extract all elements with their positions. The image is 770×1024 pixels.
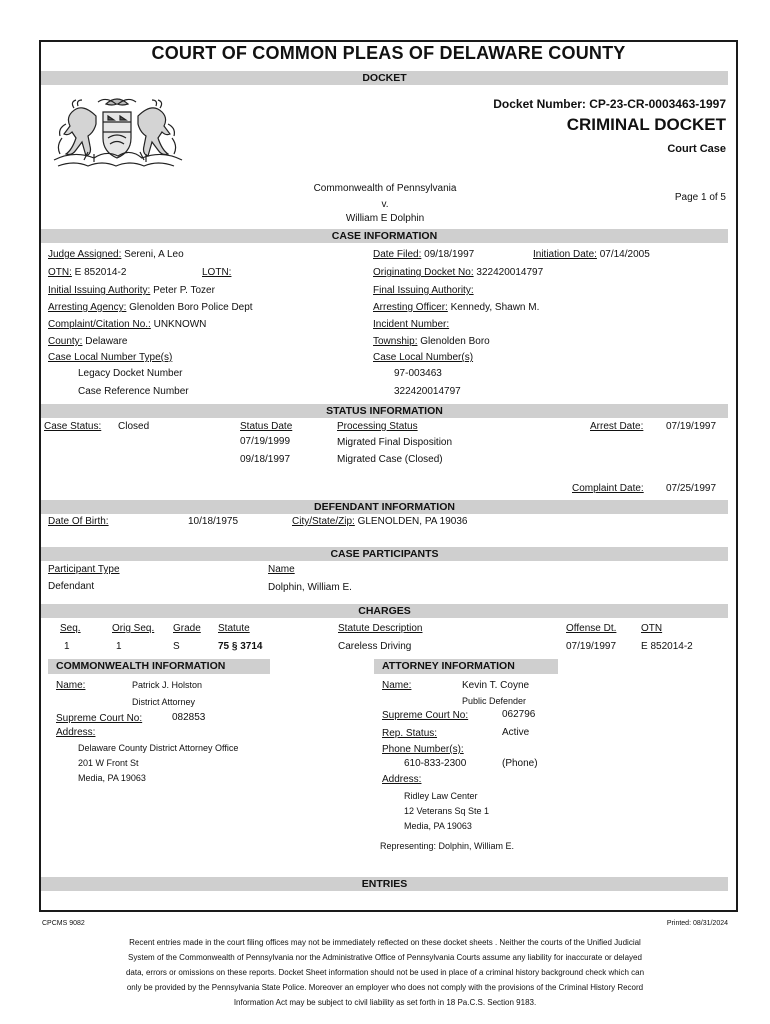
local-number-2: 322420014797 <box>394 386 461 397</box>
processing-status-1: Migrated Final Disposition <box>337 437 453 448</box>
participant-name-value: Dolphin, William E. <box>268 582 352 593</box>
cw-address-3: Media, PA 19063 <box>78 773 146 783</box>
entries-band: ENTRIES <box>41 877 728 891</box>
charge-header-orig-seq: Orig Seq. <box>112 623 155 634</box>
case-status-label: Case Status: <box>44 421 102 432</box>
case-information-band: CASE INFORMATION <box>41 229 728 243</box>
charge-header-grade: Grade <box>173 623 201 634</box>
participant-type-label: Participant Type <box>48 564 120 575</box>
cw-supreme-label: Supreme Court No: <box>56 713 143 724</box>
atty-title: Public Defender <box>462 696 527 706</box>
originating-docket-value: 322420014797 <box>476 267 544 278</box>
lotn-label: LOTN: <box>202 267 232 278</box>
arrest-date-value: 07/19/1997 <box>666 421 717 432</box>
caption-versus: v. <box>381 199 389 210</box>
atty-address-1: Ridley Law Center <box>404 791 478 801</box>
city-state-zip-value: GLENOLDEN, PA 19036 <box>357 516 468 527</box>
arresting-officer-label: Arresting Officer: <box>373 302 448 313</box>
city-state-zip-row <box>292 516 467 527</box>
charge-grade: S <box>173 641 180 652</box>
processing-status-2: Migrated Case (Closed) <box>337 454 443 465</box>
atty-phone-type: (Phone) <box>502 758 538 769</box>
city-state-zip-label: City/State/Zip: <box>292 516 355 527</box>
printed-date: Printed: 08/31/2024 <box>666 920 728 927</box>
atty-supreme-label: Supreme Court No: <box>382 710 469 721</box>
commonwealth-information-band: COMMONWEALTH INFORMATION <box>48 659 270 674</box>
charge-orig-seq: 1 <box>116 641 122 652</box>
atty-rep-status-label: Rep. Status: <box>382 728 438 739</box>
township-label: Township: <box>373 336 418 347</box>
page-info: Page 1 of 5 <box>674 192 726 203</box>
complaint-date-value: 07/25/1997 <box>666 483 717 494</box>
charge-header-otn: OTN <box>641 623 663 634</box>
arresting-agency-label: Arresting Agency: <box>48 302 127 313</box>
judge-row <box>48 249 184 260</box>
charge-description: Careless Driving <box>338 641 412 652</box>
case-participants-band: CASE PARTICIPANTS <box>41 547 728 561</box>
charge-statute: 75 § 3714 <box>218 641 263 652</box>
cw-address-label: Address: <box>56 727 96 738</box>
local-type-1: Legacy Docket Number <box>78 368 183 379</box>
judge-value: Sereni, A Leo <box>124 249 184 260</box>
arresting-officer-value: Kennedy, Shawn M. <box>450 302 540 313</box>
date-filed-value: 09/18/1997 <box>424 249 475 260</box>
cw-title: District Attorney <box>132 697 196 707</box>
complaint-label: Complaint/Citation No.: <box>48 319 151 330</box>
status-date-1: 07/19/1999 <box>240 436 291 447</box>
cw-name-value: Patrick J. Holston <box>132 680 203 690</box>
cw-address-1: Delaware County District Attorney Office <box>78 743 239 753</box>
local-numbers-label: Case Local Number(s) <box>373 352 474 363</box>
cw-address-2: 201 W Front St <box>78 758 139 768</box>
atty-name-label: Name: <box>382 680 412 691</box>
charge-offense-date: 07/19/1997 <box>566 641 617 652</box>
disclaimer <box>90 935 680 1010</box>
initial-authority-label: Initial Issuing Authority: <box>48 285 151 296</box>
complaint-value: UNKNOWN <box>153 319 207 330</box>
charge-header-seq: Seq. <box>60 623 81 634</box>
atty-supreme-value: 062796 <box>502 709 536 720</box>
charge-otn: E 852014-2 <box>641 641 693 652</box>
atty-phone-value: 610-833-2300 <box>404 758 467 769</box>
disclaimer-line: System of the Commonwealth of Pennsylvania nor the Administrative Office of Pennsylvania Courts assume any liability for inaccurate or delayed <box>128 953 642 962</box>
charge-seq: 1 <box>64 641 70 652</box>
docket-type: CRIMINAL DOCKET <box>566 115 726 134</box>
pennsylvania-seal-icon <box>48 94 186 174</box>
local-types-label: Case Local Number Type(s) <box>48 352 173 363</box>
charge-header-statute: Statute <box>218 623 250 634</box>
atty-name-value: Kevin T. Coyne <box>462 680 530 691</box>
arresting-agency-row <box>48 302 253 313</box>
defendant-information-band: DEFENDANT INFORMATION <box>41 500 728 514</box>
form-id: CPCMS 9082 <box>42 920 85 927</box>
initial-authority-value: Peter P. Tozer <box>153 285 215 296</box>
otn-row <box>48 267 126 278</box>
atty-address-2: 12 Veterans Sq Ste 1 <box>404 806 490 816</box>
processing-status-label: Processing Status <box>337 421 418 432</box>
charge-header-description: Statute Description <box>338 623 423 634</box>
disclaimer-line: only be provided by the Pennsylvania State Police. Moreover an employer who does not comply with the provisions of the Criminal History Record <box>126 983 644 992</box>
atty-phone-label: Phone Number(s): <box>382 744 464 755</box>
arrest-date-label: Arrest Date: <box>590 421 644 432</box>
caption-plaintiff: Commonwealth of Pennsylvania <box>313 183 457 194</box>
township-value: Glenolden Boro <box>420 336 490 347</box>
initiation-value: 07/14/2005 <box>599 249 650 260</box>
charges-band: CHARGES <box>41 604 728 618</box>
atty-representing: Representing: Dolphin, William E. <box>380 841 515 851</box>
court-title: COURT OF COMMON PLEAS OF DELAWARE COUNTY <box>151 43 626 63</box>
court-case-label: Court Case <box>667 143 726 155</box>
initiation-row <box>533 249 650 260</box>
atty-address-label: Address: <box>382 774 422 785</box>
atty-address-3: Media, PA 19063 <box>404 821 472 831</box>
arresting-officer-row <box>373 302 539 313</box>
charge-header-offense-date: Offense Dt. <box>566 623 617 634</box>
initial-authority-row <box>48 285 215 296</box>
docket-number: Docket Number: CP-23-CR-0003463-1997 <box>493 97 726 111</box>
township-row <box>373 336 490 347</box>
originating-docket-label: Originating Docket No: <box>373 267 474 278</box>
disclaimer-line: data, errors or omissions on these reports. Docket Sheet information should not be used in place of a criminal history background check which can <box>125 968 645 977</box>
atty-rep-status-value: Active <box>502 727 530 738</box>
complaint-date-label: Complaint Date: <box>572 483 644 494</box>
county-value: Delaware <box>85 336 128 347</box>
local-number-1: 97-003463 <box>394 368 442 379</box>
status-date-2: 09/18/1997 <box>240 454 291 465</box>
cw-supreme-value: 082853 <box>172 712 206 723</box>
dob-label: Date Of Birth: <box>48 516 109 527</box>
final-authority-label: Final Issuing Authority: <box>373 285 474 296</box>
participant-type-value: Defendant <box>48 581 95 592</box>
incident-number-label: Incident Number: <box>373 319 450 330</box>
case-status-value: Closed <box>118 421 150 432</box>
date-filed-label: Date Filed: <box>373 249 422 260</box>
case-status-row <box>44 421 149 432</box>
complaint-row <box>48 319 206 330</box>
participant-name-label: Name <box>268 564 295 575</box>
status-information-band: STATUS INFORMATION <box>41 404 728 418</box>
docket-band: DOCKET <box>41 71 728 85</box>
otn-label: OTN: <box>48 267 72 278</box>
arresting-agency-value: Glenolden Boro Police Dept <box>129 302 253 313</box>
disclaimer-line: Information Act may be subject to civil liability as set forth in 18 Pa.C.S. Section 9183. <box>233 998 537 1007</box>
cw-name-label: Name: <box>56 680 86 691</box>
caption-defendant: William E Dolphin <box>345 213 425 224</box>
county-row <box>48 336 128 347</box>
disclaimer-line: Recent entries made in the court filing offices may not be immediately reflected on these docket sheets . Neither the courts of the Unified Judicial <box>129 938 641 947</box>
attorney-information-band: ATTORNEY INFORMATION <box>374 659 558 674</box>
county-label: County: <box>48 336 83 347</box>
local-type-2: Case Reference Number <box>78 386 189 397</box>
otn-value: E 852014-2 <box>74 267 127 278</box>
initiation-label: Initiation Date: <box>533 249 597 260</box>
judge-label: Judge Assigned: <box>48 249 122 260</box>
originating-docket-row <box>373 267 543 278</box>
dob-value: 10/18/1975 <box>188 516 239 527</box>
date-filed-row <box>373 249 474 260</box>
status-date-label: Status Date <box>240 421 293 432</box>
